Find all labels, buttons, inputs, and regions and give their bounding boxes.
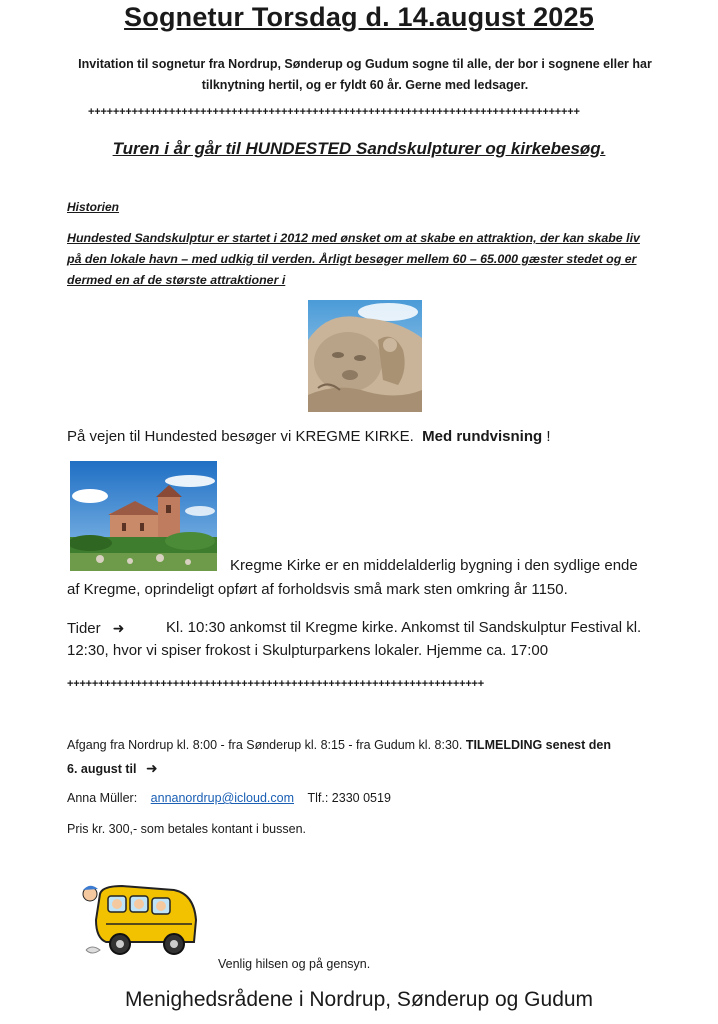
price-text: Pris kr. 300,- som betales kontant i bussen. (67, 822, 307, 836)
contact-phone: Tlf.: 2330 0519 (307, 791, 391, 805)
signature: Menighedsrådene i Nordrup, Sønderup og Gudum (124, 988, 594, 1011)
church-intro-text: På vejen til Hundested besøger vi KREGME KIRKE. (67, 428, 414, 445)
departure-line2 (67, 760, 158, 777)
divider-bottom: +++++++++++++++++++++++++++++++++++++++++++++++++++++++++++++++++++ (67, 678, 484, 690)
times-label: Tider (67, 620, 101, 637)
contact-name: Anna Müller: (67, 791, 138, 805)
right-arrow-icon: ➜ (145, 760, 158, 776)
contact-row (67, 791, 391, 805)
kregme-church-image (70, 461, 217, 571)
right-arrow-icon: ➜ (112, 620, 125, 636)
school-bus-icon (82, 880, 202, 962)
greeting-text: Venlig hilsen og på gensyn. (218, 957, 371, 971)
contact-email-link[interactable]: annanordrup@icloud.com (150, 791, 295, 805)
church-desc-line2: af Kregme, oprindeligt opført af forholdsvis små mark sten omkring år 1150. (67, 581, 568, 598)
divider-top: +++++++++++++++++++++++++++++++++++++++++++++++++++++++++++++++++++++++++++++++ (88, 106, 580, 118)
church-desc-line1: Kregme Kirke er en middelalderlig bygning i den sydlige ende (230, 557, 638, 574)
sand-sculpture-image (308, 300, 422, 412)
tour-heading: Turen i år går til HUNDESTED Sandskulpturer og kirkebesøg. (112, 139, 606, 158)
registration-deadline: TILMELDING senest den (465, 738, 611, 752)
registration-date: 6. august til (67, 762, 137, 776)
church-intro-suffix: ! (546, 428, 551, 445)
church-intro-bold: Med rundvisning (422, 428, 543, 445)
history-text: Hundested Sandskulptur er startet i 2012 med ønsket om at skabe en attraktion, der kan skabe liv på den lokale havn – med udkig til verden. Årligt besøger mellem 60 – 65.000 gæster stedet og er dermed en af de største attraktioner i (67, 231, 640, 287)
page-title: Sognetur Torsdag d. 14.august 2025 (124, 2, 594, 32)
invitation-text: Invitation til sognetur fra Nordrup, Sønderup og Gudum sogne til alle, der bor i sognene eller har tilknytning hertil, og er fyldt 60 år. Gerne med ledsager. (78, 57, 652, 92)
departure-text: Afgang fra Nordrup kl. 8:00 - fra Sønderup kl. 8:15 - fra Gudum kl. 8:30. (67, 738, 463, 752)
times-row (67, 617, 125, 640)
church-intro (67, 426, 551, 448)
departure-line1 (67, 738, 611, 752)
times-line1: Kl. 10:30 ankomst til Kregme kirke. Ankomst til Sandskulptur Festival kl. (166, 619, 642, 636)
times-line2: 12:30, hvor vi spiser frokost i Skulpturparkens lokaler. Hjemme ca. 17:00 (67, 642, 549, 659)
history-heading: Historien (67, 200, 120, 214)
